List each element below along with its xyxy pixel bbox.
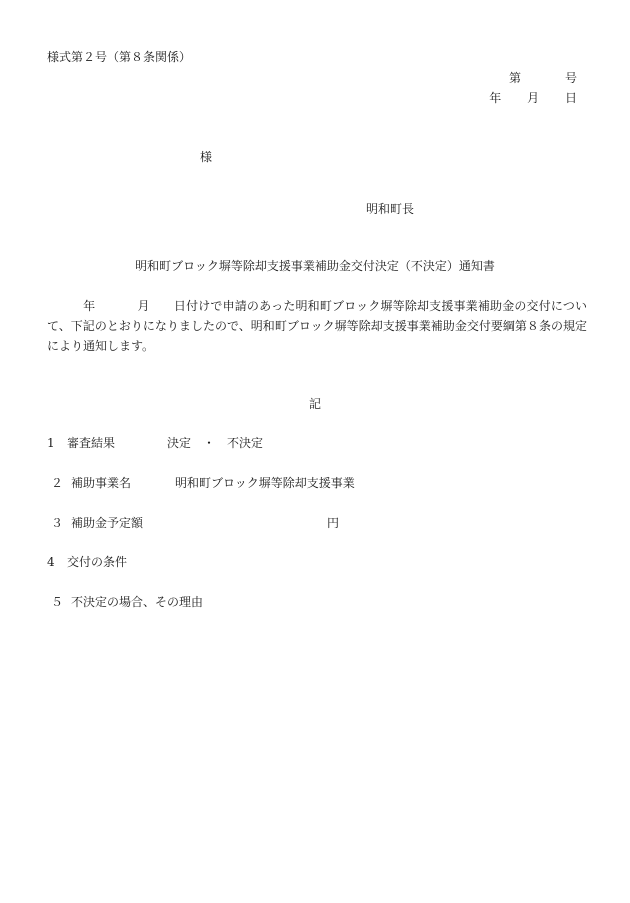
document-title: 明和町ブロック塀等除却支援事業補助金交付決定（不決定）通知書	[135, 259, 495, 273]
date-day: 日	[564, 91, 577, 105]
item-label: 補助金予定額	[71, 516, 144, 530]
body-text: 日付けで申請のあった明和町ブロック塀等除却支援事業補助金の交付について、下記のとおりになりましたので、明和町ブロック塀等除却支援事業補助金交付要綱第８条の規定により通知します。	[47, 299, 587, 353]
item-subsidy-amount	[47, 515, 339, 531]
body-paragraph	[47, 296, 587, 356]
item-value: 明和町ブロック塀等除却支援事業	[175, 476, 355, 490]
date-month: 月	[527, 91, 540, 105]
item-project-name	[47, 475, 355, 491]
item-number: ３	[51, 516, 64, 530]
item-number: 4	[47, 555, 55, 569]
date-year: 年	[489, 91, 502, 105]
item-value: 円	[327, 516, 340, 530]
item-number: ２	[51, 476, 64, 490]
item-label: 交付の条件	[67, 555, 128, 569]
body-month: 月	[137, 299, 150, 313]
item-number: ５	[51, 595, 64, 609]
sender: 明和町長	[366, 202, 415, 216]
ki-heading: 記	[308, 397, 321, 411]
item-label: 補助事業名	[71, 476, 132, 490]
item-review-result	[47, 435, 263, 451]
document-number	[509, 70, 577, 86]
item-number: 1	[47, 436, 55, 450]
item-rejection-reason	[47, 594, 203, 610]
doc-no-prefix: 第	[508, 71, 521, 85]
document-date	[489, 90, 577, 106]
item-value: 決定 ・ 不決定	[167, 436, 264, 450]
doc-no-suffix: 号	[564, 71, 577, 85]
form-number: 様式第２号（第８条関係）	[47, 50, 192, 64]
item-label: 不決定の場合、その理由	[71, 595, 204, 609]
body-year: 年	[83, 299, 96, 313]
item-label: 審査結果	[67, 436, 116, 450]
addressee: 様	[200, 150, 213, 164]
item-conditions	[47, 554, 127, 570]
